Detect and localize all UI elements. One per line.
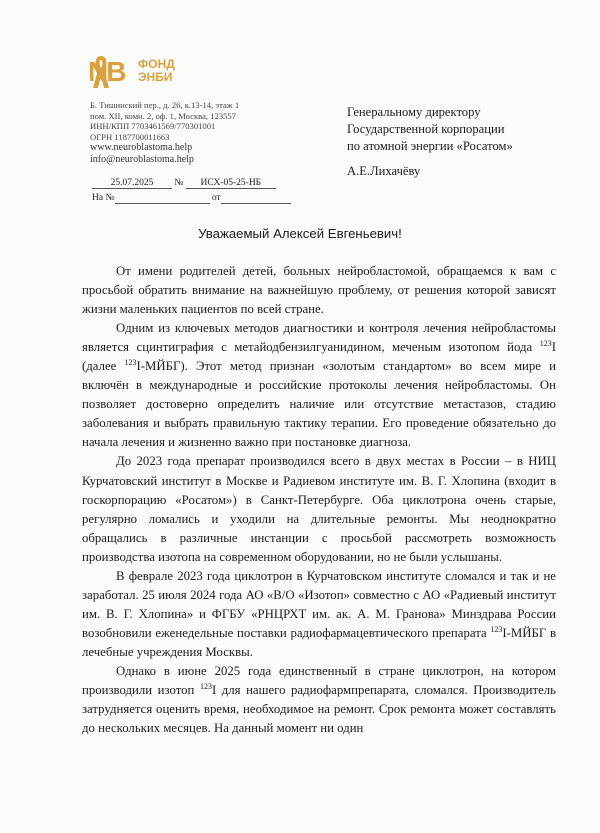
- address-line: пом. XII, комн. 2, оф. 1, Москва, 123557: [90, 110, 237, 121]
- paragraph: Одним из ключевых методов диагностики и контроля лечения нейробластомы является сцинтиграфия с метайодбензилгуанидином, меченым изотопом йода $^{123}$I (далее $^{123}$I-МЙБГ). Этот метод признан «золотым стандартом» во всем мире и включён в международные и российские протоколы лечения нейробластомы. Он позволяет достоверно определить наличие или отсутствие метастазов, стадию заболевания и выбрать правильную тактику терапии. Его проведение обязательно до начала лечения и жизненно важно при постановке диагноза.: [82, 321, 556, 450]
- paragraph: Однако в июне 2025 года единственный в стране циклотрон, на котором производили изотоп $^{123}$I для нашего радиофармпрепарата, сломался. Производитель затрудняется оценить время, необходимое на ремонт. Срок ремонта может составлять до нескольких месяцев. На данный момент ни один: [82, 663, 556, 736]
- outgoing-date: 25.07.2025: [92, 178, 172, 189]
- sender-details: [90, 100, 290, 166]
- email-link[interactable]: info@neuroblastoma.help: [90, 154, 194, 165]
- addressee-organization: Государственной корпорации: [347, 122, 505, 136]
- incoming-number-line: На № от: [92, 193, 291, 204]
- address-line: Б. Тишинский пер., д. 26, к.13-14, этаж 1: [90, 100, 240, 110]
- addressee-name: А.Е.Лихачёву: [347, 164, 421, 178]
- outgoing-number-line: 25.07.2025 № ИСХ-05-25-НБ: [92, 178, 276, 189]
- letter-body: [82, 262, 556, 738]
- ogrn: ОГРН 1187700011663: [90, 131, 170, 142]
- addressee-organization: по атомной энергии «Росатом»: [347, 139, 513, 153]
- salutation: Уважаемый Алексей Евгеньевич!: [198, 226, 402, 241]
- paragraph: В феврале 2023 года циклотрон в Курчатовском институте сломался и так и не заработал. 25 июля 2024 года АО «В/О «Изотоп» совместно с АО «Радиевый институт им. В. Г. Хлопина» и ФГБУ «РНЦРХТ им. ак. А. М. Гранова» Минздрава России возобновили еженедельные поставки радиофармацевтического препарата $^{123}$I-МЙБГ в лечебные учреждения Москвы.: [82, 568, 556, 659]
- foundation-logo: [88, 54, 198, 94]
- addressee-block: [347, 104, 587, 180]
- website-link[interactable]: www.neuroblastoma.help: [90, 142, 193, 153]
- addressee-position: Генеральному директору: [347, 105, 481, 119]
- paragraph: До 2023 года препарат производился всего в двух местах в России – в НИЦ Курчатовский институт в Москве и Радиевом институте им. В. Г. Хлопина (входит в госкорпорацию «Росатом») в Санкт-Петербурге. Оба циклотрона очень старые, регулярно ломались и уходили на длительные ремонты. Мы неоднократно обращались в различные инстанции с просьбой рассмотреть возможность производства изотопа на современном оборудовании, но не были услышаны.: [82, 454, 556, 564]
- paragraph: От имени родителей детей, больных нейробластомой, обращаемся к вам с просьбой обратить внимание на важнейшую проблему, от решения которой зависят жизни маленьких пациентов по всей стране.: [82, 264, 556, 317]
- logo-wordmark: ФОНД ЭНБИ: [138, 57, 175, 84]
- inn-kpp: ИНН/КПП 7703461569/770301001: [90, 121, 216, 131]
- logo-mark: NB: [88, 56, 125, 87]
- outgoing-number: ИСХ-05-25-НБ: [186, 178, 276, 189]
